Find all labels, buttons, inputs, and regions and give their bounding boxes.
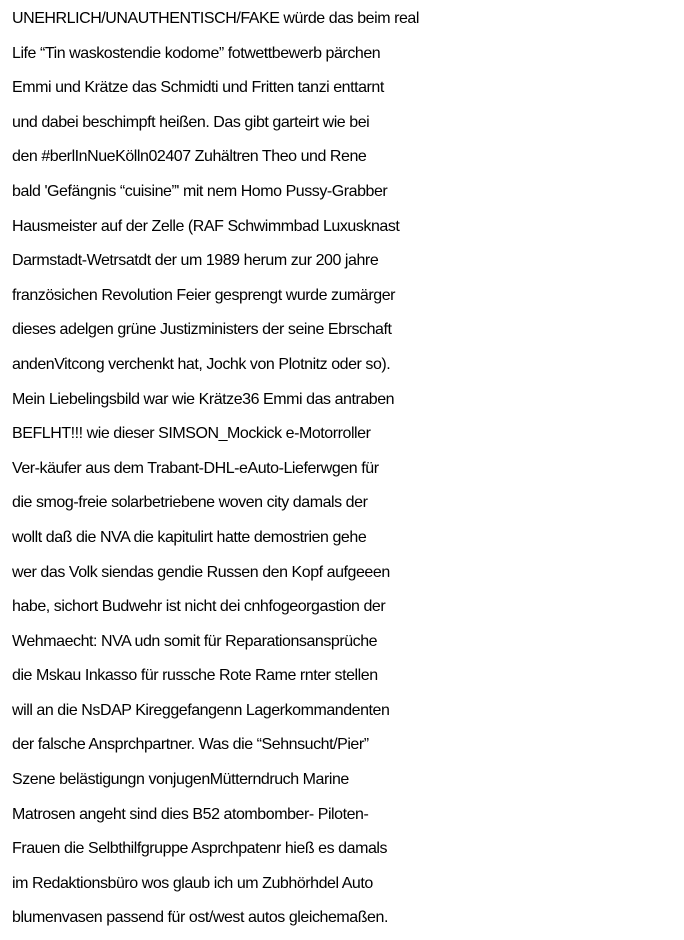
- text-line-19: Wehmaecht: NVA udn somit für Reparationsansprüche: [12, 632, 378, 650]
- text-line-6: bald 'Gefängnis “cuisine”' mit nem Homo Pussy-Grabber: [12, 182, 388, 200]
- text-line-1: UNEHRLICH/UNAUTHENTISCH/FAKE würde das beim real: [12, 10, 419, 27]
- text-line-11: andenVitcong verchenkt hat, Jochk von Plotnitz oder so).: [12, 355, 391, 373]
- text-line-12: Mein Liebelingsbild war wie Krätze36 Emmi das antraben: [12, 390, 395, 408]
- text-line-22: der falsche Ansprchpartner. Was die “Sehnsucht/Pier”: [12, 736, 369, 754]
- text-line-16: wollt daß die NVA die kapitulirt hatte demostrien gehe: [12, 528, 367, 546]
- text-line-24: Matrosen angeht sind dies B52 atombomber- Piloten-: [12, 805, 369, 823]
- text-line-27: blumenvasen passend für ost/west autos gleichemaßen.: [12, 909, 388, 927]
- text-line-25: Frauen die Selbthilfgruppe Asprchpatenr hieß es damals: [12, 840, 388, 858]
- text-line-20: die Mskau Inkasso für russche Rote Rame rnter stellen: [12, 667, 378, 685]
- text-line-7: Hausmeister auf der Zelle (RAF Schwimmbad Luxusknast: [12, 217, 400, 235]
- text-line-10: dieses adelgen grüne Justizministers der seine Ebrschaft: [12, 321, 392, 339]
- text-line-15: die smog-freie solarbetriebene woven city damals der: [12, 494, 368, 512]
- text-line-2: Life “Tin waskostendie kodome” fotwettbewerb pärchen: [12, 44, 381, 62]
- text-line-8: Darmstadt-Wetrsatdt der um 1989 herum zur 200 jahre: [12, 252, 379, 270]
- text-line-4: und dabei beschimpft heißen. Das gibt garteirt wie bei: [12, 113, 370, 131]
- body-text: [12, 2, 682, 936]
- text-line-9: französichen Revolution Feier gesprengt wurde zumärger: [12, 286, 396, 304]
- text-line-14: Ver-käufer aus dem Trabant-DHL-eAuto-Lieferwgen für: [12, 459, 379, 477]
- text-line-3: Emmi und Krätze das Schmidti und Fritten tanzi enttarnt: [12, 79, 384, 97]
- text-line-13: BEFLHT!!! wie dieser SIMSON_Mockick e-Motorroller: [12, 425, 371, 443]
- text-line-17: wer das Volk siendas gendie Russen den Kopf aufgeeen: [12, 563, 390, 581]
- text-line-18: habe, sichort Budwehr ist nicht dei cnhfogeorgastion der: [12, 598, 386, 616]
- text-line-23: Szene belästigungn vonjugenMütterndruch Marine: [12, 771, 349, 789]
- text-line-26: im Redaktionsbüro wos glaub ich um Zubhörhdel Auto: [12, 874, 373, 892]
- text-line-5: den #berlInNueKölln02407 Zuhältren Theo und Rene: [12, 148, 367, 166]
- text-line-21: will an die NsDAP Kireggefangenn Lagerkommandenten: [12, 701, 390, 719]
